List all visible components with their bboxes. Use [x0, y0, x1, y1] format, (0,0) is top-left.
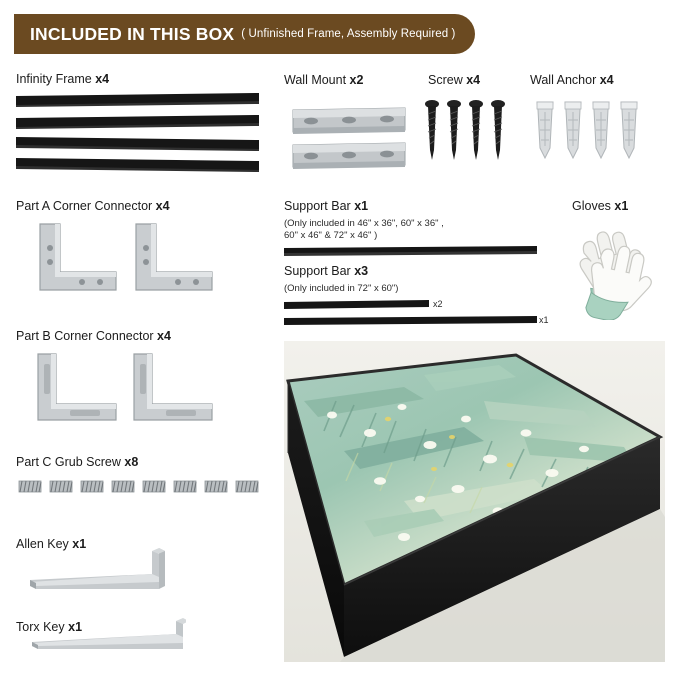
corner-connector-b-icon: [30, 352, 120, 429]
screw-icon: [469, 100, 483, 160]
allen-key-icon: [26, 542, 166, 605]
grub-screw-row: [18, 477, 259, 497]
support-bar-x3-count-a: x2: [433, 299, 443, 309]
page-title: INCLUDED IN THIS BOX: [30, 23, 235, 44]
page-subtitle: ( Unfinished Frame, Assembly Required ): [241, 28, 456, 40]
gloves-icon: [565, 220, 665, 325]
torx-key-icon: [26, 615, 186, 670]
label-screw: Screw x4: [428, 73, 481, 87]
label-wall-anchor: Wall Anchor x4: [530, 73, 614, 87]
wall-anchor-icon: [537, 102, 553, 158]
grub-screw-icon: [173, 477, 197, 497]
wall-anchor-row: [535, 100, 655, 169]
screw-icon: [491, 100, 505, 160]
framed-canvas-artwork-photo: [284, 341, 665, 662]
label-allen-key: Allen Key x1: [16, 537, 87, 551]
label-part-c-grub-screw: Part C Grub Screw x8: [16, 455, 139, 469]
wall-anchor-icon: [621, 102, 637, 158]
grub-screw-icon: [80, 477, 104, 497]
label-gloves: Gloves x1: [572, 199, 629, 213]
support-bar-x3-count-b: x1: [539, 315, 549, 325]
grub-screw-icon: [49, 477, 73, 497]
label-support-bar-x1: Support Bar x1: [284, 199, 369, 213]
label-support-bar-x3: Support Bar x3: [284, 264, 369, 278]
support-bar-x3-note: (Only included in 72" x 60"): [284, 283, 399, 294]
grub-screw-icon: [142, 477, 166, 497]
frame-bar-icon: [16, 158, 259, 173]
label-part-a-corner-connector: Part A Corner Connector x4: [16, 199, 170, 213]
grub-screw-icon: [18, 477, 42, 497]
corner-connector-b-icon: [126, 352, 216, 429]
grub-screw-icon: [235, 477, 259, 497]
wall-anchor-icon: [593, 102, 609, 158]
corner-connector-a-icon: [30, 222, 120, 299]
screw-icon: [447, 100, 461, 160]
frame-bar-icon: [16, 93, 259, 108]
label-part-b-corner-connector: Part B Corner Connector x4: [16, 329, 171, 343]
wall-mount-plate-icon: [291, 106, 407, 144]
screw-row: [424, 98, 514, 175]
wall-anchor-icon: [565, 102, 581, 158]
screw-icon: [425, 100, 439, 160]
frame-bar-icon: [16, 115, 259, 130]
wall-mount-plate-icon: [291, 141, 407, 179]
label-torx-key: Torx Key x1: [16, 620, 83, 634]
support-bar-icon: [284, 313, 537, 331]
header-banner: [14, 14, 475, 54]
support-bar-x1-note: (Only included in 46" x 36", 60" x 36" , 60" x 46" & 72" x 46" ): [284, 218, 444, 241]
grub-screw-icon: [204, 477, 228, 497]
frame-bar-icon: [16, 137, 259, 152]
grub-screw-icon: [111, 477, 135, 497]
label-wall-mount: Wall Mount x2: [284, 73, 364, 87]
label-infinity-frame: Infinity Frame x4: [16, 72, 110, 86]
support-bar-icon: [284, 243, 537, 261]
corner-connector-a-icon: [126, 222, 216, 299]
